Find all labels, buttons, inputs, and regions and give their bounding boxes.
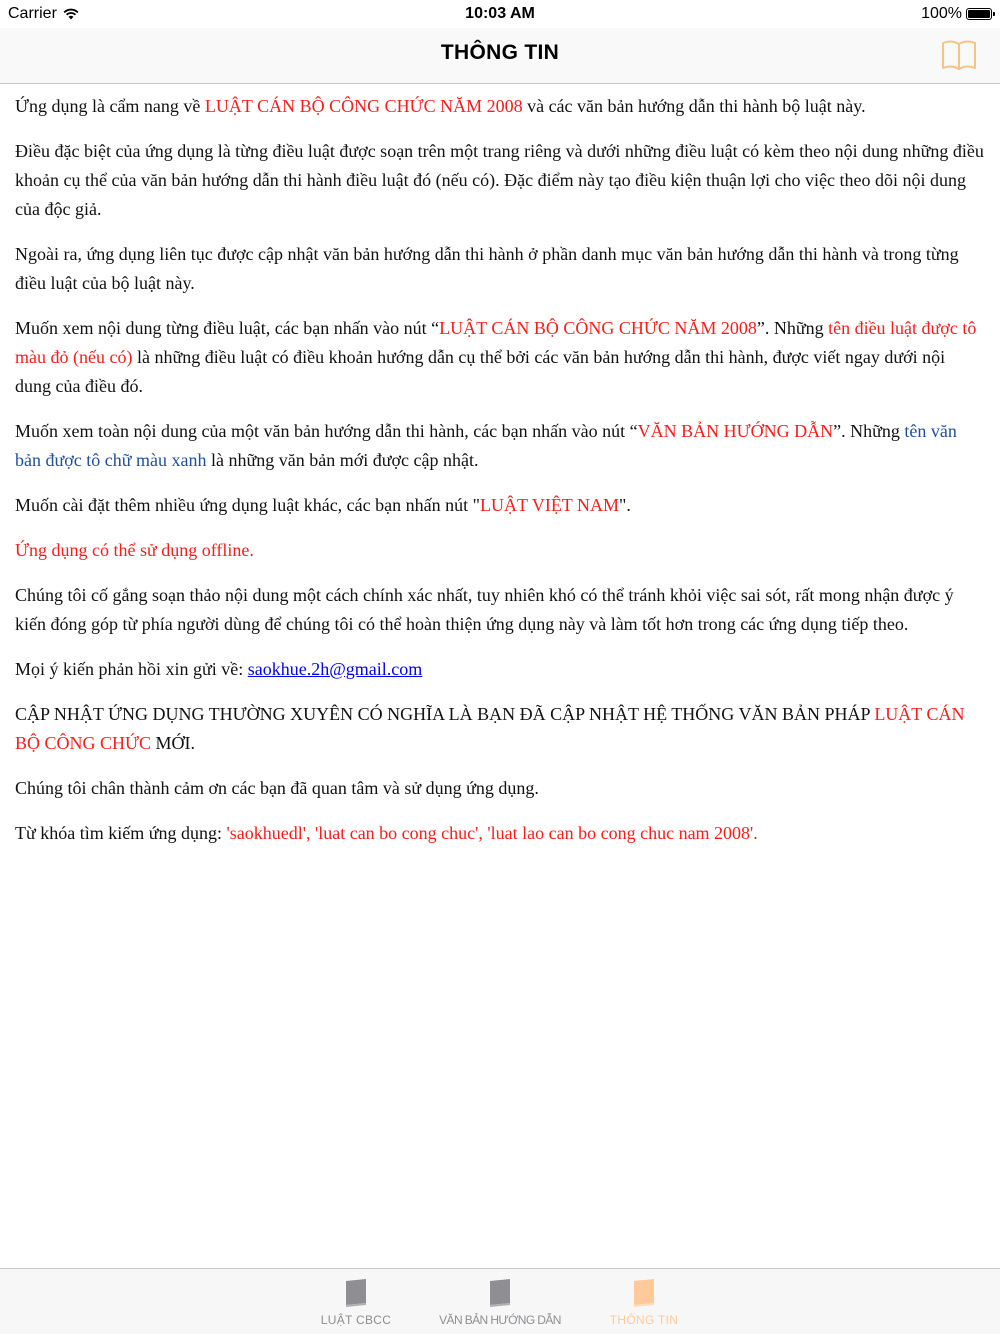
law-system-highlight: LUẬT CÁN BỘ CÔNG CHỨC xyxy=(15,704,965,753)
text: CẬP NHẬT ỨNG DỤNG THƯỜNG XUYÊN CÓ NGHĨA LÀ BẠN ĐÃ CẬP NHẬT HỆ THỐNG VĂN BẢN PHÁP xyxy=(15,704,875,724)
info-content xyxy=(15,92,985,864)
blue-title-note: tên văn bản được tô chữ màu xanh xyxy=(15,421,957,470)
battery-indicator xyxy=(921,5,992,23)
tab-luat-cbcc[interactable] xyxy=(296,1269,416,1334)
text: ". xyxy=(618,495,631,515)
tab-van-ban-huong-dan[interactable] xyxy=(430,1269,570,1334)
feature-paragraph: Điều đặc biệt của ứng dụng là từng điều luật được soạn trên một trang riêng và dưới những điều luật có kèm theo nội dung những điều khoản cụ thể của văn bản hướng dẫn thi hành điều luật đó (nếu có). Đặc điểm này tạo điều kiện thuận lợi cho việc theo dõi nội dung của độc giả. xyxy=(15,141,984,219)
law-usage-paragraph xyxy=(15,314,985,401)
document-book-icon xyxy=(486,1277,514,1307)
law-button-highlight: LUẬT CÁN BỘ CÔNG CHỨC NĂM 2008 xyxy=(439,318,757,338)
update-notice-paragraph xyxy=(15,700,985,758)
text: và các văn bản hướng dẫn thi hành bộ luật này. xyxy=(522,96,866,116)
text: là những văn bản mới được cập nhật. xyxy=(206,450,479,470)
carrier-label: Carrier xyxy=(8,5,57,22)
book-open-icon xyxy=(940,38,978,72)
text: Ứng dụng là cẩm nang về xyxy=(15,96,205,116)
text: ”. Những xyxy=(756,318,829,338)
clock: 10:03 AM xyxy=(465,5,535,22)
tab-label: LUẬT CBCC xyxy=(320,1313,392,1327)
page-title: THÔNG TIN xyxy=(440,41,560,64)
text: Muốn xem toàn nội dung của một văn bản hướng dẫn thi hành, các bạn nhấn vào nút “ xyxy=(15,421,638,441)
thanks-paragraph: Chúng tôi chân thành cảm ơn các bạn đã quan tâm và sử dụng ứng dụng. xyxy=(15,778,539,798)
text: Từ khóa tìm kiếm ứng dụng: xyxy=(15,823,227,843)
info-book-icon xyxy=(630,1277,658,1307)
text: MỚI. xyxy=(150,733,195,753)
feedback-request-paragraph: Chúng tôi cố gắng soạn thảo nội dung một cách chính xác nhất, tuy nhiên khó có thể tránh khỏi việc sai sót, rất mong nhận được ý kiến đóng góp từ phía người dùng để chúng tôi có thể hoàn thiện ứng dụng này và làm tốt hơn trong các ứng dụng tiếp theo. xyxy=(15,585,954,634)
law-name-highlight: LUẬT CÁN BỘ CÔNG CHỨC NĂM 2008 xyxy=(204,96,523,116)
email-link[interactable]: saokhue.2h@gmail.com xyxy=(247,659,423,679)
text: là những điều luật có điều khoản hướng dẫn cụ thể bởi các văn bản hướng dẫn thi hành, được viết ngay dưới nội dung của điều đó. xyxy=(15,347,946,396)
tab-thong-tin[interactable] xyxy=(584,1269,704,1334)
intro-paragraph xyxy=(15,92,985,121)
bookmark-button[interactable] xyxy=(940,38,978,72)
tab-bar xyxy=(0,1268,1000,1334)
vietnam-law-highlight: LUẬT VIỆT NAM xyxy=(479,495,619,515)
keywords-paragraph xyxy=(15,819,985,848)
offline-note: Ứng dụng có thể sử dụng offline. xyxy=(15,540,254,560)
text: Mọi ý kiến phản hồi xin gửi về: xyxy=(15,659,248,679)
red-title-note: tên điều luật được tô màu đỏ (nếu có) xyxy=(15,318,977,367)
tab-label: THÔNG TIN xyxy=(609,1313,679,1327)
guide-button-highlight: VĂN BẢN HƯỚNG DẪN xyxy=(637,421,834,441)
law-book-icon xyxy=(342,1277,370,1307)
battery-percent: 100% xyxy=(921,5,962,22)
text: Muốn xem nội dung từng điều luật, các bạn nhấn vào nút “ xyxy=(15,318,440,338)
battery-icon xyxy=(966,8,992,20)
text: Muốn cài đặt thêm nhiều ứng dụng luật khác, các bạn nhấn nút " xyxy=(15,495,480,515)
contact-paragraph xyxy=(15,655,985,684)
status-bar xyxy=(0,0,1000,28)
guide-usage-paragraph xyxy=(15,417,985,475)
keywords-highlight: 'saokhuedl', 'luat can bo cong chuc', 'luat lao can bo cong chuc nam 2008'. xyxy=(226,823,758,843)
install-paragraph xyxy=(15,491,985,520)
text: ”. Những xyxy=(833,421,905,441)
update-paragraph: Ngoài ra, ứng dụng liên tục được cập nhật văn bản hướng dẫn thi hành ở phần danh mục văn bản hướng dẫn thi hành và trong từng điều luật của bộ luật này. xyxy=(15,244,959,293)
tab-label: VĂN BẢN HƯỚNG DẪN xyxy=(439,1313,561,1327)
navigation-bar xyxy=(0,28,1000,84)
